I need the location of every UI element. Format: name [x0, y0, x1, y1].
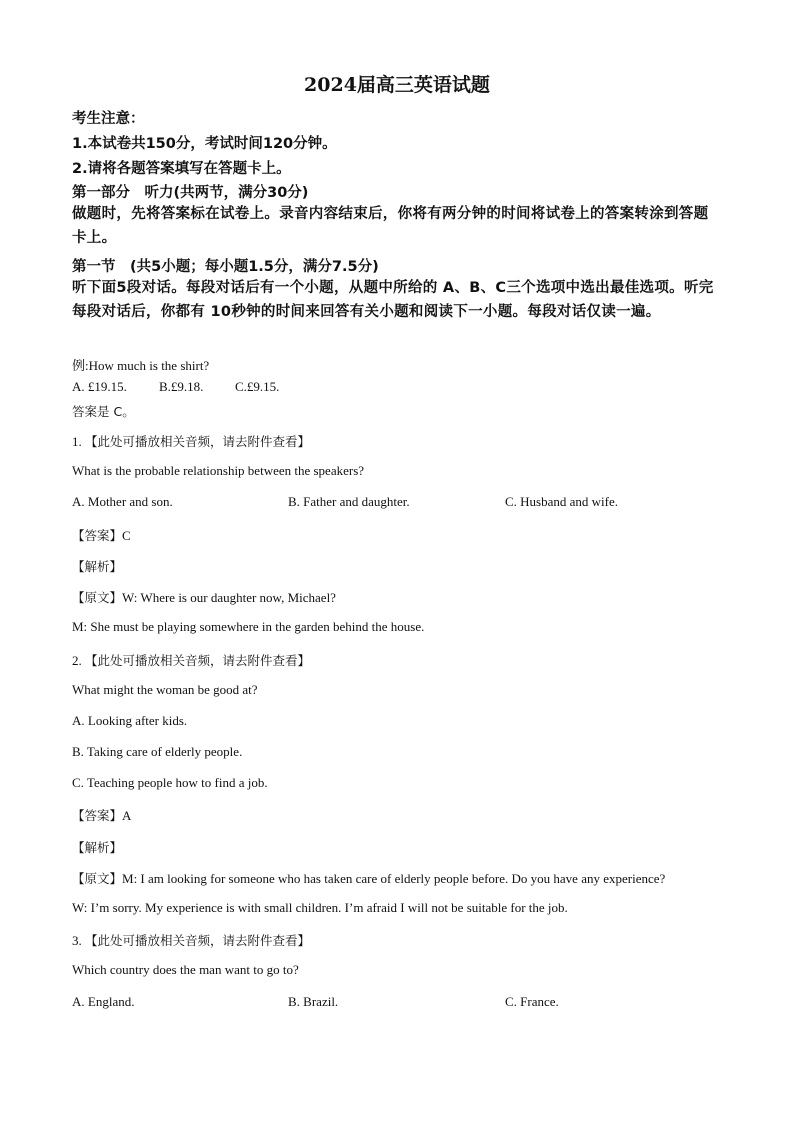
- question-3-option-a: A. England.: [72, 994, 135, 1009]
- question-1-header: [72, 432, 310, 450]
- example-option-b: B.£9.18.: [159, 379, 204, 394]
- audio-note: 【此处可播放相关音频，请去附件查看】: [85, 434, 311, 449]
- part1-heading: 第一部分 听力(共两节，满分30分): [72, 185, 309, 201]
- question-1-analysis-label: 【解析】: [72, 559, 123, 574]
- question-1-transcript-line-2: M: She must be playing somewhere in the garden behind the house.: [72, 619, 425, 634]
- question-2-option-a: A. Looking after kids.: [72, 713, 188, 728]
- question-1-option-b: B. Father and daughter.: [288, 494, 410, 509]
- question-1-answer: [72, 526, 131, 544]
- question-2-answer: [72, 806, 131, 824]
- original-label: 【原文】: [72, 871, 123, 886]
- section1-instruction: 听下面5段对话。每段对话后有一个小题，从题中所给的 A、B、C三个选项中选出最佳选项。听完每段对话后，你都有 10秒钟的时间来回答有关小题和阅读下一小题。每段对话仅读一遍。: [72, 280, 714, 320]
- answer-label: 【答案】: [72, 528, 123, 543]
- question-3-option-b: B. Brazil.: [288, 994, 339, 1009]
- notice-heading: 考生注意：: [72, 111, 145, 127]
- question-3-header: [72, 931, 310, 949]
- example-question: 例:How much is the shirt?: [72, 358, 210, 373]
- question-2-option-c: C. Teaching people how to find a job.: [72, 775, 268, 790]
- question-3-option-c: C. France.: [505, 994, 559, 1009]
- transcript-text: W: Where is our daughter now, Michael?: [122, 590, 336, 605]
- question-1-option-c: C. Husband and wife.: [505, 494, 619, 509]
- question-1-option-a: A. Mother and son.: [72, 494, 173, 509]
- section1-heading: 第一节 (共5小题；每小题1.5分，满分7.5分): [72, 259, 379, 275]
- audio-note: 【此处可播放相关音频，请去附件查看】: [85, 933, 311, 948]
- question-2-option-b: B. Taking care of elderly people.: [72, 744, 243, 759]
- question-1-text: What is the probable relationship between the speakers?: [72, 463, 365, 478]
- question-2-header: [72, 651, 310, 669]
- question-number: 3.: [72, 933, 82, 948]
- question-2-text: What might the woman be good at?: [72, 682, 258, 697]
- transcript-text: M: I am looking for someone who has taken care of elderly people before. Do you have any experience?: [122, 871, 666, 886]
- notice-item-2: 2.请将各题答案填写在答题卡上。: [72, 161, 291, 177]
- question-2-transcript-line-2: W: I’m sorry. My experience is with small children. I’m afraid I will not be suitable for the job.: [72, 900, 568, 915]
- page-title: 2024届高三英语试题: [304, 74, 490, 96]
- notice-item-1: 1.本试卷共150分，考试时间120分钟。: [72, 136, 337, 152]
- example-option-a: A. £19.15.: [72, 379, 127, 394]
- question-number: 2.: [72, 653, 82, 668]
- audio-note: 【此处可播放相关音频，请去附件查看】: [85, 653, 311, 668]
- question-1-transcript-line-1: [72, 588, 336, 606]
- question-number: 1.: [72, 434, 82, 449]
- answer-value: A: [122, 808, 132, 823]
- original-label: 【原文】: [72, 590, 123, 605]
- answer-value: C: [122, 528, 131, 543]
- answer-label: 【答案】: [72, 808, 123, 823]
- question-2-transcript-line-1: [72, 869, 665, 887]
- example-answer: 答案是 C。: [72, 404, 135, 419]
- example-option-c: C.£9.15.: [235, 379, 280, 394]
- question-2-analysis-label: 【解析】: [72, 840, 123, 855]
- question-3-text: Which country does the man want to go to?: [72, 962, 299, 977]
- part1-instruction: 做题时，先将答案标在试卷上。录音内容结束后，你将有两分钟的时间将试卷上的答案转涂到答题卡上。: [72, 206, 709, 246]
